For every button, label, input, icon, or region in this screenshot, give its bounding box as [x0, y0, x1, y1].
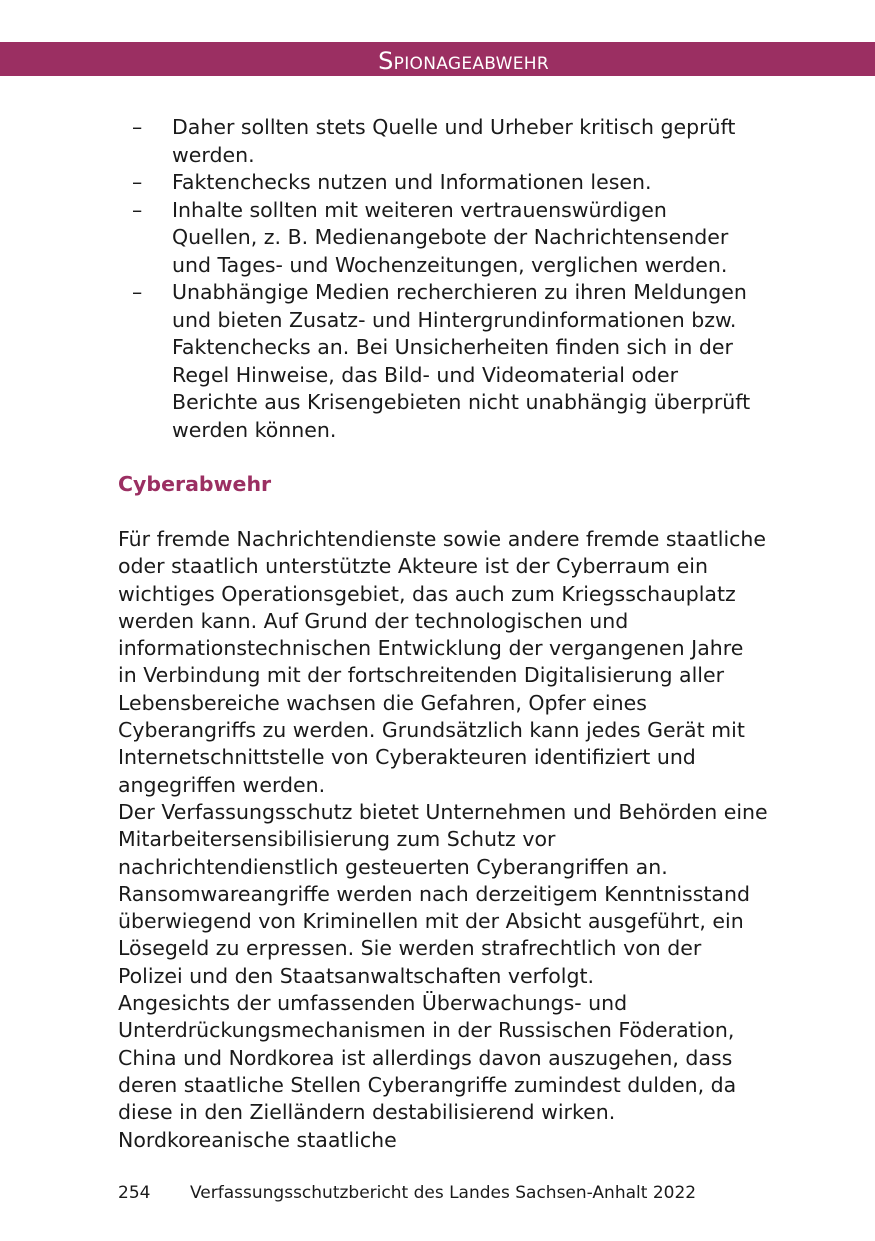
list-item	[118, 114, 758, 169]
list-item	[118, 197, 758, 280]
list-item-text: Daher sollten stets Quelle und Urheber kritisch geprüft werden.	[172, 115, 736, 167]
page-footer	[118, 1181, 696, 1205]
chapter-header-band	[0, 42, 875, 76]
list-item-text: Unabhängige Medien recherchieren zu ihren Meldungen und bieten Zusatz- und Hintergrundinformationen bzw. Faktenchecks an. Bei Unsicherheiten finden sich in der Regel Hinweise, das Bild- und Videomaterial oder Berichte aus Krisengebieten nicht unabhängig überprüft werden können.	[172, 280, 751, 442]
dash-marker: –	[132, 115, 143, 139]
dash-marker: –	[132, 170, 143, 194]
page-number: 254	[118, 1183, 151, 1203]
bullet-list	[118, 114, 758, 444]
list-item-text: Inhalte sollten mit weiteren vertrauenswürdigen Quellen, z. B. Medienangebote der Nachrichtensender und Tages- und Wochenzeitungen, verglichen werden.	[172, 197, 729, 277]
list-item	[118, 169, 758, 197]
dash-marker: –	[132, 197, 143, 222]
section-heading: Cyberabwehr	[118, 472, 272, 496]
paragraph: Der Verfassungsschutz bietet Unternehmen und Behörden eine Mitarbeitersensibilisierung zum Schutz vor nachrichtendienstlich gesteuerten Cyberangriffen an. Ransomwareangriffe werden nach derzeitigem Kenntnisstand überwiegend von Kriminellen mit der Absicht ausgeführt, ein Lösegeld zu erpressen. Sie werden strafrechtlich von der Polizei und den Staatsanwaltschaften verfolgt.	[118, 799, 768, 988]
publication-title: Verfassungsschutzbericht des Landes Sachsen-Anhalt 2022	[190, 1183, 697, 1203]
list-item	[118, 279, 758, 444]
paragraph: Angesichts der umfassenden Überwachungs- und Unterdrückungsmechanismen in der Russischen Föderation, China und Nordkorea ist allerdings davon auszugehen, dass deren staatliche Stellen Cyberangriffe zumindest dulden, da diese in den Zielländern destabilisierend wirken. Nordkoreanische staatliche	[118, 991, 737, 1152]
chapter-title: Spionageabwehr	[378, 47, 549, 75]
dash-marker: –	[132, 280, 143, 304]
section-body	[118, 526, 768, 1154]
list-item-text: Faktenchecks nutzen und Informationen lesen.	[172, 170, 652, 194]
paragraph: Für fremde Nachrichtendienste sowie andere fremde staatliche oder staatlich unterstützte Akteure ist der Cyberraum ein wichtiges Operationsgebiet, das auch zum Kriegsschauplatz werden kann. Auf Grund der technologischen und informationstechnischen Entwicklung der vergangenen Jahre in Verbindung mit der fortschreitenden Digitalisierung aller Lebensbereiche wachsen die Gefahren, Opfer eines Cyberangriffs zu werden. Grundsätzlich kann jedes Gerät mit Internetschnittstelle von Cyberakteuren identifiziert und angegriffen werden.	[118, 527, 767, 797]
